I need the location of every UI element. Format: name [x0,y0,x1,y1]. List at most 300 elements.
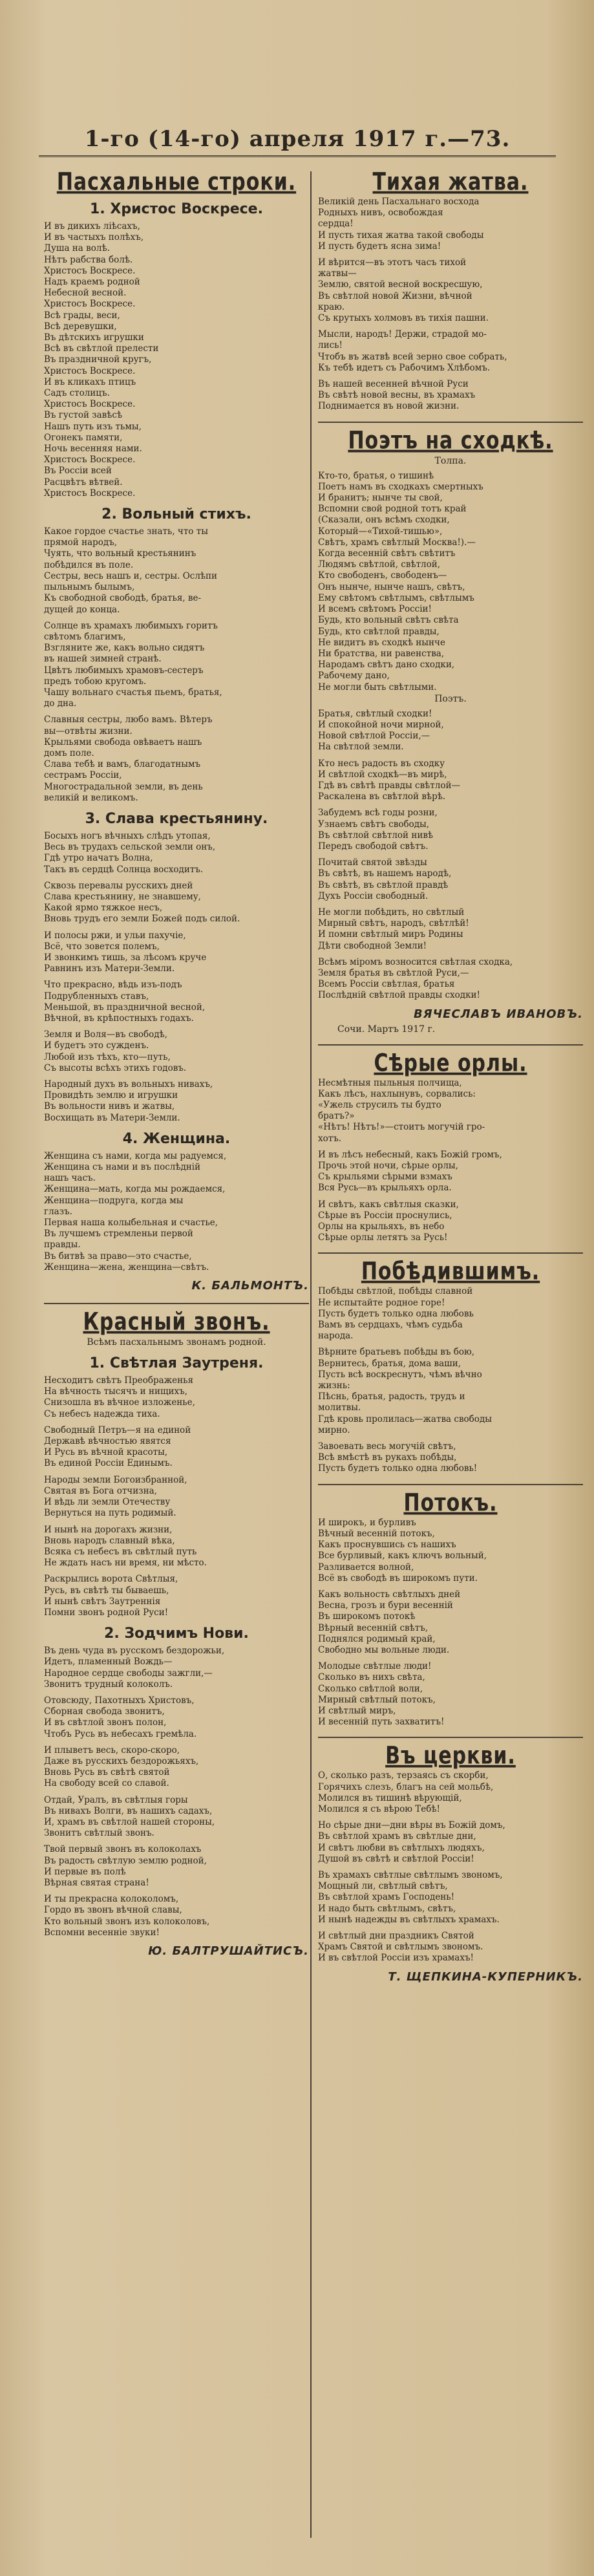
poem-line: И вѣрится—въ этотъ часъ тихой [318,257,467,268]
poem-line: Кто несъ радость въ сходку [318,758,445,769]
poem-line: И свѣтъ, какъ свѣтлыя сказки, [318,1199,459,1210]
poem-line: Почитай святой звѣзды [318,857,427,868]
poem-line: Провидѣть землю и игрушки [44,1090,178,1101]
poem-line: правды. [44,1240,81,1250]
article [44,168,309,1294]
stanza-gap [318,902,583,907]
poem-line: Христосъ Воскресе. [44,299,136,310]
poem-line: Всё, что зовется полемъ, [44,941,160,952]
poem-line: Христосъ Воскресе. [44,488,136,499]
stanza-gap [44,1519,309,1525]
poem-line: Новой свѣтлой Россіи,— [318,731,430,742]
poem-line: молитвы. [318,1402,361,1413]
poem-line: Какъ лѣсъ, нахлынувъ, сорвались: [318,1088,476,1099]
poem-line: И вѣдь ли земли Отечеству [44,1497,171,1508]
poem-lines [318,709,583,1002]
poem-lines [318,1286,583,1474]
poem-line: Вѣчной, въ крѣпостныхъ годахъ. [44,1013,194,1024]
dateline: Сочи. Мартъ 1917 г. [337,1024,436,1035]
poem-line: Въ свѣтѣ новой весны, въ храмахъ [318,390,476,401]
poem-line: И помни свѣтлый миръ Родины [318,929,463,940]
article [318,1049,583,1244]
poem-line: (Сказали, онъ всѣмъ сходки, [318,515,450,526]
poem-line: Огонекъ памяти, [44,432,123,443]
poem-line: Отдай, Уралъ, въ свѣтлыя горы [44,1794,188,1805]
stanza-gap [318,952,583,957]
poem-line: Съ крыльями сѣрыми взмахъ [318,1172,452,1183]
stanza-gap [44,1889,309,1894]
poem-line: Гдѣ въ свѣтѣ правды свѣтлой— [318,780,460,791]
poem-lines [318,1770,583,1964]
poem-line: И пусть тихая жатва такой свободы [318,230,484,241]
poem-lines [44,1151,309,1273]
poem-line: «Нѣтъ! Нѣтъ!»—стоитъ могучій гро- [318,1122,485,1133]
stanza-gap [44,974,309,980]
article-title: Поэтъ на сходкѣ. [348,426,553,455]
poem-line: Въ день чуда въ русскомъ бездорожьи, [44,1646,225,1657]
stanza-gap [44,1569,309,1574]
poem-line: Какъ вольность свѣтлыхъ дней [318,1589,461,1600]
poem-line: Всяка съ небесъ въ свѣтлый путь [44,1546,197,1557]
poem-line: Расцвѣтъ вѣтвей. [44,477,123,488]
section-rule [318,1484,583,1485]
poem-line: Вернитесь, братья, дома ваши, [318,1358,461,1369]
poem-line: Гордо въ звонъ вѣчной славы, [44,1905,182,1916]
poem-line: Ночь весенняя нами. [44,444,142,455]
poem-line: Какъ проснувшись съ нашихъ [318,1540,456,1551]
poem-line: Душа на волѣ. [44,243,110,254]
poem-line: И свѣтлый миръ, [318,1705,396,1716]
poem-line: Въ свѣтлой храмъ Господень! [318,1892,455,1903]
poem-line: лись! [318,340,343,351]
poem-line: Земля братья въ свѣтлой Руси,— [318,967,469,978]
poem-line: И звонкимъ тишь, за лѣсомъ круче [44,952,207,963]
stanza-gap [318,1194,583,1199]
poem-line: Вспомни свой родной тотъ край [318,504,467,515]
poem-line: Женщина съ нами, когда мы радуемся, [44,1150,227,1161]
poem-line: въ нашей зимней странѣ. [44,654,162,665]
poem-line: Вѣчный весенній потокъ, [318,1528,435,1539]
poem-line: Не могли побѣдить, но свѣтлый [318,907,465,918]
poem-line: Послѣдній свѣтлой правды сходки! [318,990,480,1001]
poem-line: Братья, свѣтлый сходки! [318,708,432,719]
poem-line: Въ Россіи всей [44,466,112,477]
poem-line: Узнаемъ свѣтъ свободы, [318,819,430,830]
poem-line: Чуять, что вольный крестьянинъ [44,548,196,559]
poem-line: И свѣтъ любви въ свѣтлыхъ людяхъ, [318,1842,485,1853]
poem-line: Вновь трудъ его земли Божей подъ силой. [44,914,240,925]
left-column [44,168,309,2548]
poem-line: Въ храмахъ свѣтлые свѣтлымъ звономъ, [318,1869,503,1880]
poem-line: И Русь въ вѣчной красоты, [44,1447,168,1458]
poem-line: Весь въ трудахъ сельской земли онъ, [44,842,216,853]
poem-line: Всѣмъ мiромъ возносится свѣтлая сходка, [318,956,513,967]
poem-line: Все бурливый, какъ ключъ вольный, [318,1551,487,1562]
poem-line: Поднялся родимый край, [318,1633,436,1644]
poem-line: Мирный свѣтлый потокъ, [318,1694,436,1705]
poem-line: И, храмъ въ свѣтлой нашей стороны, [44,1816,215,1827]
poem-line: И въ свѣтлой Россіи изъ храмахъ! [318,1953,474,1964]
article [44,1307,309,1959]
poem-line: жатвы— [318,268,357,279]
poem-line: Передъ свободой свѣтъ. [318,841,429,852]
section-rule [318,1044,583,1046]
poem-line: Вѣрный весенній свѣтъ, [318,1622,429,1633]
poem-line: Вѣрните братьевъ побѣды въ бою, [318,1347,475,1358]
section-title: 3. Слава крестьянину. [85,810,268,827]
poem-line: Христосъ Воскресе. [44,365,136,376]
poem-line: И въ частыхъ полѣхъ, [44,232,144,243]
stanza-gap [318,1436,583,1441]
poem-line: Крыльями свобода овѣваетъ нашъ [44,736,202,747]
poem-line: Надъ краемъ родной [44,277,140,288]
article [318,1488,583,1728]
poem-line: Прочь этой ночи, сѣрые орлы, [318,1161,458,1172]
poem-line: Всё въ свободѣ въ широкомъ пути. [318,1572,478,1583]
author-signature: К. БАЛЬМОНТЪ. [191,1279,309,1293]
poem-line: Вѣрная святая страна! [44,1877,149,1888]
poem-line: Душой въ свѣтѣ и свѣтлой Россіи! [318,1853,474,1864]
poem-line: Христосъ Воскресе. [44,265,136,276]
poem-line: Звонитъ свѣтлый звонъ. [44,1828,154,1839]
poem-line: Меньшой, въ праздничной весной, [44,1002,206,1013]
poem-line: Женщина—жена, женщина—свѣтъ. [44,1261,209,1272]
stanza-gap [44,875,309,881]
poem-line: Солнце въ храмахъ любимыхъ горитъ [44,620,218,631]
stanza-gap [318,1865,583,1870]
stanza-gap [318,1584,583,1589]
section-title: 1. Свѣтлая Заутреня. [89,1355,264,1372]
stanza-gap [318,1144,583,1150]
poem-lines [44,1375,309,1618]
poem-line: Въ свѣтлой свѣтлой нивѣ [318,830,434,841]
section-rule [318,1252,583,1254]
poem-line: Въ нивахъ Волги, въ нашихъ садахъ, [44,1805,213,1816]
poem-line: Цвѣтъ любимыхъ храмовъ-сестеръ [44,665,204,676]
poem-line: Сборная свобода звонитъ, [44,1706,165,1717]
poem-line: И нынѣ на дорогахъ жизни, [44,1524,173,1535]
article-title: Побѣдившимъ. [361,1257,540,1286]
poem-lines [44,221,309,499]
poem-line: Свѣтъ, храмъ свѣтлый Москва!).— [318,537,476,548]
poem-line: глазъ. [44,1206,72,1217]
poem-line: вы—отвѣты жизни. [44,725,133,736]
poem-line: Нѣтъ рабства болѣ. [44,254,133,265]
poem-line: Не ждать насъ ни время, ни мѣсто. [44,1558,207,1569]
stanza-gap [318,374,583,379]
poem-line: Сквозь перевалы русскихъ дней [44,880,193,891]
poem-line: Кто-то, братья, о тишинѣ [318,470,434,481]
poem-line: Въ нашей весенней вѣчной Руси [318,379,469,390]
poem-line: Такъ въ сердцѣ Солнца восходитъ. [44,864,204,875]
article-subtitle: Толпа. [434,455,467,466]
poem-line: Въ праздничной кругъ, [44,354,152,365]
poem-line: Онъ нынче, нынче нашъ, свѣтъ, [318,581,465,592]
section-rule [44,1303,309,1304]
poem-line: Вся Русь—въ крыльяхъ орла. [318,1183,452,1194]
stanza-gap [318,1656,583,1661]
stanza-gap [44,1839,309,1844]
poem-line: Пусть будетъ только одна любовь [318,1308,474,1319]
section-title: 4. Женщина. [122,1130,231,1147]
poem-line: Святая въ Бога отчизна, [44,1485,157,1496]
poem-line: Мирный свѣтъ, народъ, свѣтлѣй! [318,918,469,929]
stanza-gap [44,1690,309,1695]
poem-line: Не могли быть свѣтлыми. [318,682,437,692]
poem-line: Раскрылись ворота Свѣтлыя, [44,1574,178,1585]
poem-lines [44,1646,309,1938]
poem-line: Народный духъ въ вольныхъ нивахъ, [44,1079,213,1090]
article-subtitle: Всѣмъ пасхальнымъ звонамъ родной. [87,1337,266,1348]
poem-line: прямой народъ, [44,537,118,548]
stanza-gap [318,753,583,758]
poem-line: Молодые свѣтлые люди! [318,1661,432,1672]
section-title: 1. Христос Воскресе. [90,201,263,217]
poem-line: Народамъ свѣтъ дано сходки, [318,660,455,671]
poem-line: Сѣрые въ Россіи проснулись, [318,1210,452,1221]
poem-line: На свободу всей со славой. [44,1778,169,1789]
poem-line: Кто свободенъ, свободенъ— [318,570,447,581]
poem-line: братъ?» [318,1111,355,1122]
poem-line: Вернуться на путь родимый. [44,1508,176,1519]
poem-line: Сколько въ нихъ свѣта, [318,1672,425,1683]
poem-line: Въ единой Россіи Единымъ. [44,1458,173,1469]
poem-line: Отовсюду, Пахотныхъ Христовъ, [44,1695,195,1706]
poem-line: Женщина съ нами и въ послѣдній [44,1162,201,1173]
poem-line: Въ битвѣ за право—это счастье, [44,1250,192,1261]
poem-line: Звонитъ трудный колоколъ. [44,1679,173,1690]
poem-line: Какой ярмо тяжкое несъ, [44,903,163,914]
poem-line: Какое гордое счастье знать, что ты [44,526,208,537]
poem-line: Твой первый звонъ въ колоколахъ [44,1844,202,1855]
article [318,1257,583,1474]
poem-line: И нынѣ свѣтъ Заутреннія [44,1596,161,1607]
poem-line: Но сѣрые дни—дни вѣры въ Божій домъ, [318,1820,505,1831]
poem-line: И всемъ свѣтомъ Россіи! [318,604,432,615]
poem-line: Людямъ свѣтлой, свѣтлой, [318,559,441,570]
poem-line: Всѣ грады, веси, [44,310,120,321]
section-title: 2. Зодчимъ Нови. [104,1626,249,1642]
poem-line: до дна. [44,698,77,709]
poem-line: И широкъ, и бурливъ [318,1517,416,1528]
poem-line: И свѣтлой сходкѣ—въ мирѣ, [318,769,447,780]
poem-line: пыльнымъ былымъ, [44,582,135,593]
poem-line: Всѣ въ свѣтлой прелести [44,343,159,354]
article [318,168,583,413]
poem-line: Духъ Россіи свободный. [318,890,429,901]
poem-line: Къ свободной свободѣ, братья, ве- [44,593,202,604]
stanza-gap [318,802,583,808]
stanza-gap [318,252,583,257]
poem-line: Женщина—мать, когда мы рождаемся, [44,1184,226,1195]
poem-line: И въ лѣсъ небесный, какъ Божій громъ, [318,1149,502,1160]
poem-line: Садъ столицъ. [44,388,110,399]
column-divider [310,171,312,2538]
poem-lines [318,1518,583,1728]
poem-line: Всѣ вмѣстѣ въ рукахъ побѣды, [318,1452,457,1463]
poem-line: Поетъ намъ въ сходкахъ смертныхъ [318,481,483,492]
poem-line: народа. [318,1331,354,1342]
poem-line: Который—«Тихой-тишью», [318,526,443,537]
poem-line: Въ свѣтѣ, въ свѣтлой правдѣ [318,879,449,890]
poem-line: Когда весенній свѣтъ свѣтитъ [318,548,456,559]
article-title: Пасхальные строки. [56,168,297,197]
poem-line: Вновь Русь въ свѣтѣ святой [44,1767,170,1778]
poem-line: Всѣ деревушки, [44,321,117,332]
poem-line: Восхищать въ Матери-Земли. [44,1112,180,1123]
poem-line: Вспомни весенніе звуки! [44,1927,160,1938]
poem-line: Рабочему дано, [318,671,390,682]
poem-line: Сколько свѣтлой воли, [318,1683,423,1694]
poem-line: Слава тебѣ и вамъ, благодатнымъ [44,759,201,770]
poem-line: Въ широкомъ потокѣ [318,1611,416,1622]
poem-line: Христосъ Воскресе. [44,455,136,466]
stanza-gap [44,709,309,714]
poem-line: Въ радость свѣтлую землю родной, [44,1855,207,1866]
poem-line: Не испытайте родное горе! [318,1297,445,1308]
poem-line: И полосы ржи, и ульи пахучіе, [44,930,186,941]
poem-line: Будь, кто вольный свѣтъ свѣта [318,615,459,626]
stanza-gap [44,1740,309,1745]
poem-line: великій и великомъ. [44,792,138,803]
poem-line: Въ густой завѣсѣ [44,410,123,421]
right-column [318,168,583,2548]
poem-line: предъ тобою кругомъ. [44,676,147,687]
poem-line: Многострадальной земли, въ день [44,781,203,792]
poem-line: Съ высоты всѣхъ этихъ годовъ. [44,1062,187,1073]
poem-line: Славныя сестры, любо вамъ. Вѣтеръ [44,714,213,725]
poem-line: сестрамъ Россіи, [44,770,122,781]
poem-line: жизнь: [318,1380,350,1391]
poem-line: Завоевать весь могучій свѣтъ, [318,1441,456,1452]
poem-line: Ему свѣтомъ свѣтлымъ, свѣтлымъ [318,592,474,603]
poem-line: домъ поле. [44,747,94,758]
article [318,1741,583,1984]
poem-line: Женщина—подруга, когда мы [44,1195,184,1206]
stanza-gap [318,1342,583,1347]
poem-line: Свободный Петръ—я на единой [44,1424,191,1435]
section-title: 2. Вольный стихъ. [101,506,251,523]
author-signature: ВЯЧЕСЛАВЪ ИВАНОВЪ. [414,1007,583,1021]
poem-line: Босыхъ ногъ вѣчныхъ слѣдъ утопая, [44,830,211,841]
poem-line: Гдѣ кровь пролилась—жатва свободы [318,1413,492,1424]
poem-line: И свѣтлый дни праздникъ Святой [318,1930,474,1941]
poem-line: Мощный ли, свѣтлый свѣтъ, [318,1881,448,1892]
poem-line: Снизошла въ вѣчное изложенье, [44,1397,195,1408]
poem-line: Русь, въ свѣтѣ ты бываешь, [44,1585,169,1596]
poem-line: Будь, кто свѣтлой правды, [318,626,440,637]
poem-line: Къ тебѣ идетъ съ Рабочимъ Хлѣбомъ. [318,362,491,373]
author-signature: Т. ЩЕПКИНА-КУПЕРНИКЪ. [388,1970,583,1984]
stanza-gap [44,925,309,930]
poem-line: Ни братства, ни равенства, [318,648,445,659]
poem-line: Вновь народъ славный вѣка, [44,1535,175,1546]
poem-line: Слава крестьянину, не знавшему, [44,891,201,902]
poem-line: Въ свѣтѣ, въ нашемъ народѣ, [318,868,452,879]
poem-line: нашъ часъ. [44,1173,96,1184]
poem-line: И спокойной ночи мирной, [318,719,444,730]
poem-line: побѣдился въ поле. [44,559,134,570]
section-rule [318,1737,583,1738]
article-title: Потокъ. [403,1488,498,1517]
poem-line: На свѣтлой земли. [318,742,404,753]
stanza-gap [318,1926,583,1931]
poem-line: Съ крутыхъ холмовъ въ тихія пашни. [318,313,489,324]
poem-line: Въ свѣтлой новой Жизни, вѣчной [318,290,472,301]
poem-line: Кто вольный звонъ изъ колоколовъ, [44,1916,210,1927]
article [318,426,583,1035]
poem-line: Въ вольности нивъ и жатвы, [44,1101,175,1112]
stanza-gap [44,1420,309,1425]
poem-line: мирно. [318,1424,350,1435]
poem-line: Что прекрасно, вѣдь изъ-подъ [44,980,182,991]
poem-lines [318,471,583,693]
poem-line: Помни звонъ родной Руси! [44,1607,169,1618]
poem-line: На вѣчность тысячъ и нищихъ, [44,1386,187,1397]
stanza-gap [44,1470,309,1475]
poem-line: Въ дѣтскихъ игрушки [44,332,144,343]
poem-line: И въ кликахъ птицъ [44,376,136,387]
poem-line: Молился въ тишинѣ вѣрующій, [318,1792,462,1803]
article-title: Въ церкви. [385,1741,516,1770]
poem-line: Весна, грозъ и бури весенній [318,1600,453,1611]
poem-line: Молился я съ вѣрою Тебѣ! [318,1803,440,1814]
poem-line: И надо быть свѣтлымъ, свѣтъ, [318,1903,456,1914]
stanza-gap [318,852,583,857]
poem-line: Любой изъ тѣхъ, кто—путь, [44,1051,171,1062]
poem-line: Разливается волной, [318,1562,414,1572]
poem-line: Даже въ русскихъ бездорожьяхъ, [44,1755,199,1766]
poem-line: Всемъ Россіи свѣтлая, братья [318,979,455,990]
poem-line: Небесной весной. [44,288,127,299]
poem-lines [318,1078,583,1244]
poem-line: Сестры, весь нашъ и, сестры. Ослѣпи [44,570,218,581]
page-header: 1-го (14-го) апреля 1917 г.—73. [39,123,556,157]
poem-line: «Ужель струсилъ ты будто [318,1100,441,1110]
poem-line: Мысли, народъ! Держи, страдой мо- [318,329,487,340]
poem-line: Народы земли Богоизбранной, [44,1474,187,1485]
poem-line: Нашъ путь изъ тьмы, [44,421,142,432]
poem-line: Свободно мы вольные люди. [318,1644,450,1655]
poem-line: Земля и Воля—въ свободѣ, [44,1029,167,1040]
poem-line: И первые въ полѣ [44,1866,126,1877]
poem-line: Пѣснь, братья, радость, трудъ и [318,1391,465,1402]
poem-line: Идетъ, пламенный Вождь— [44,1657,173,1668]
article-title: Тихая жатва. [372,168,529,197]
stanza-gap [44,616,309,621]
poem-line: Забудемъ всѣ годы розни, [318,808,438,819]
poem-line: Несходитъ свѣтъ Преображенья [44,1375,193,1386]
poem-line: И въ дикихъ ліѣсахъ, [44,221,140,231]
author-signature: Ю. БАЛТРУШАЙТИСЪ. [148,1944,309,1958]
stanza-gap [44,1024,309,1029]
poem-line: Взгляните же, какъ вольно сидятъ [44,643,205,654]
poem-line: Гдѣ утро начатъ Волна, [44,853,153,864]
poem-lines [44,526,309,804]
poem-line: Пусть всѣ воскреснутъ, чѣмъ вѣчно [318,1369,482,1380]
poem-lines [318,197,583,413]
poem-line: О, сколько разъ, терзаясь съ скорби, [318,1770,489,1781]
poem-line: Въ лучшемъ стремленьи первой [44,1229,193,1240]
section-rule [318,422,583,423]
poem-line: И нынѣ надежды въ свѣтлыхъ храмахъ. [318,1914,500,1925]
poem-line: сердца! [318,219,354,230]
poem-line: дущей до конца. [44,604,120,615]
poem-line: Чтобъ Русь въ небесахъ гремѣла. [44,1728,197,1739]
poem-line: Равнинъ изъ Матери-Земли. [44,963,175,974]
poem-line: И въ свѣтлой звонъ полон, [44,1717,167,1728]
poem-line: Державѣ вѣчностью явятся [44,1436,171,1447]
